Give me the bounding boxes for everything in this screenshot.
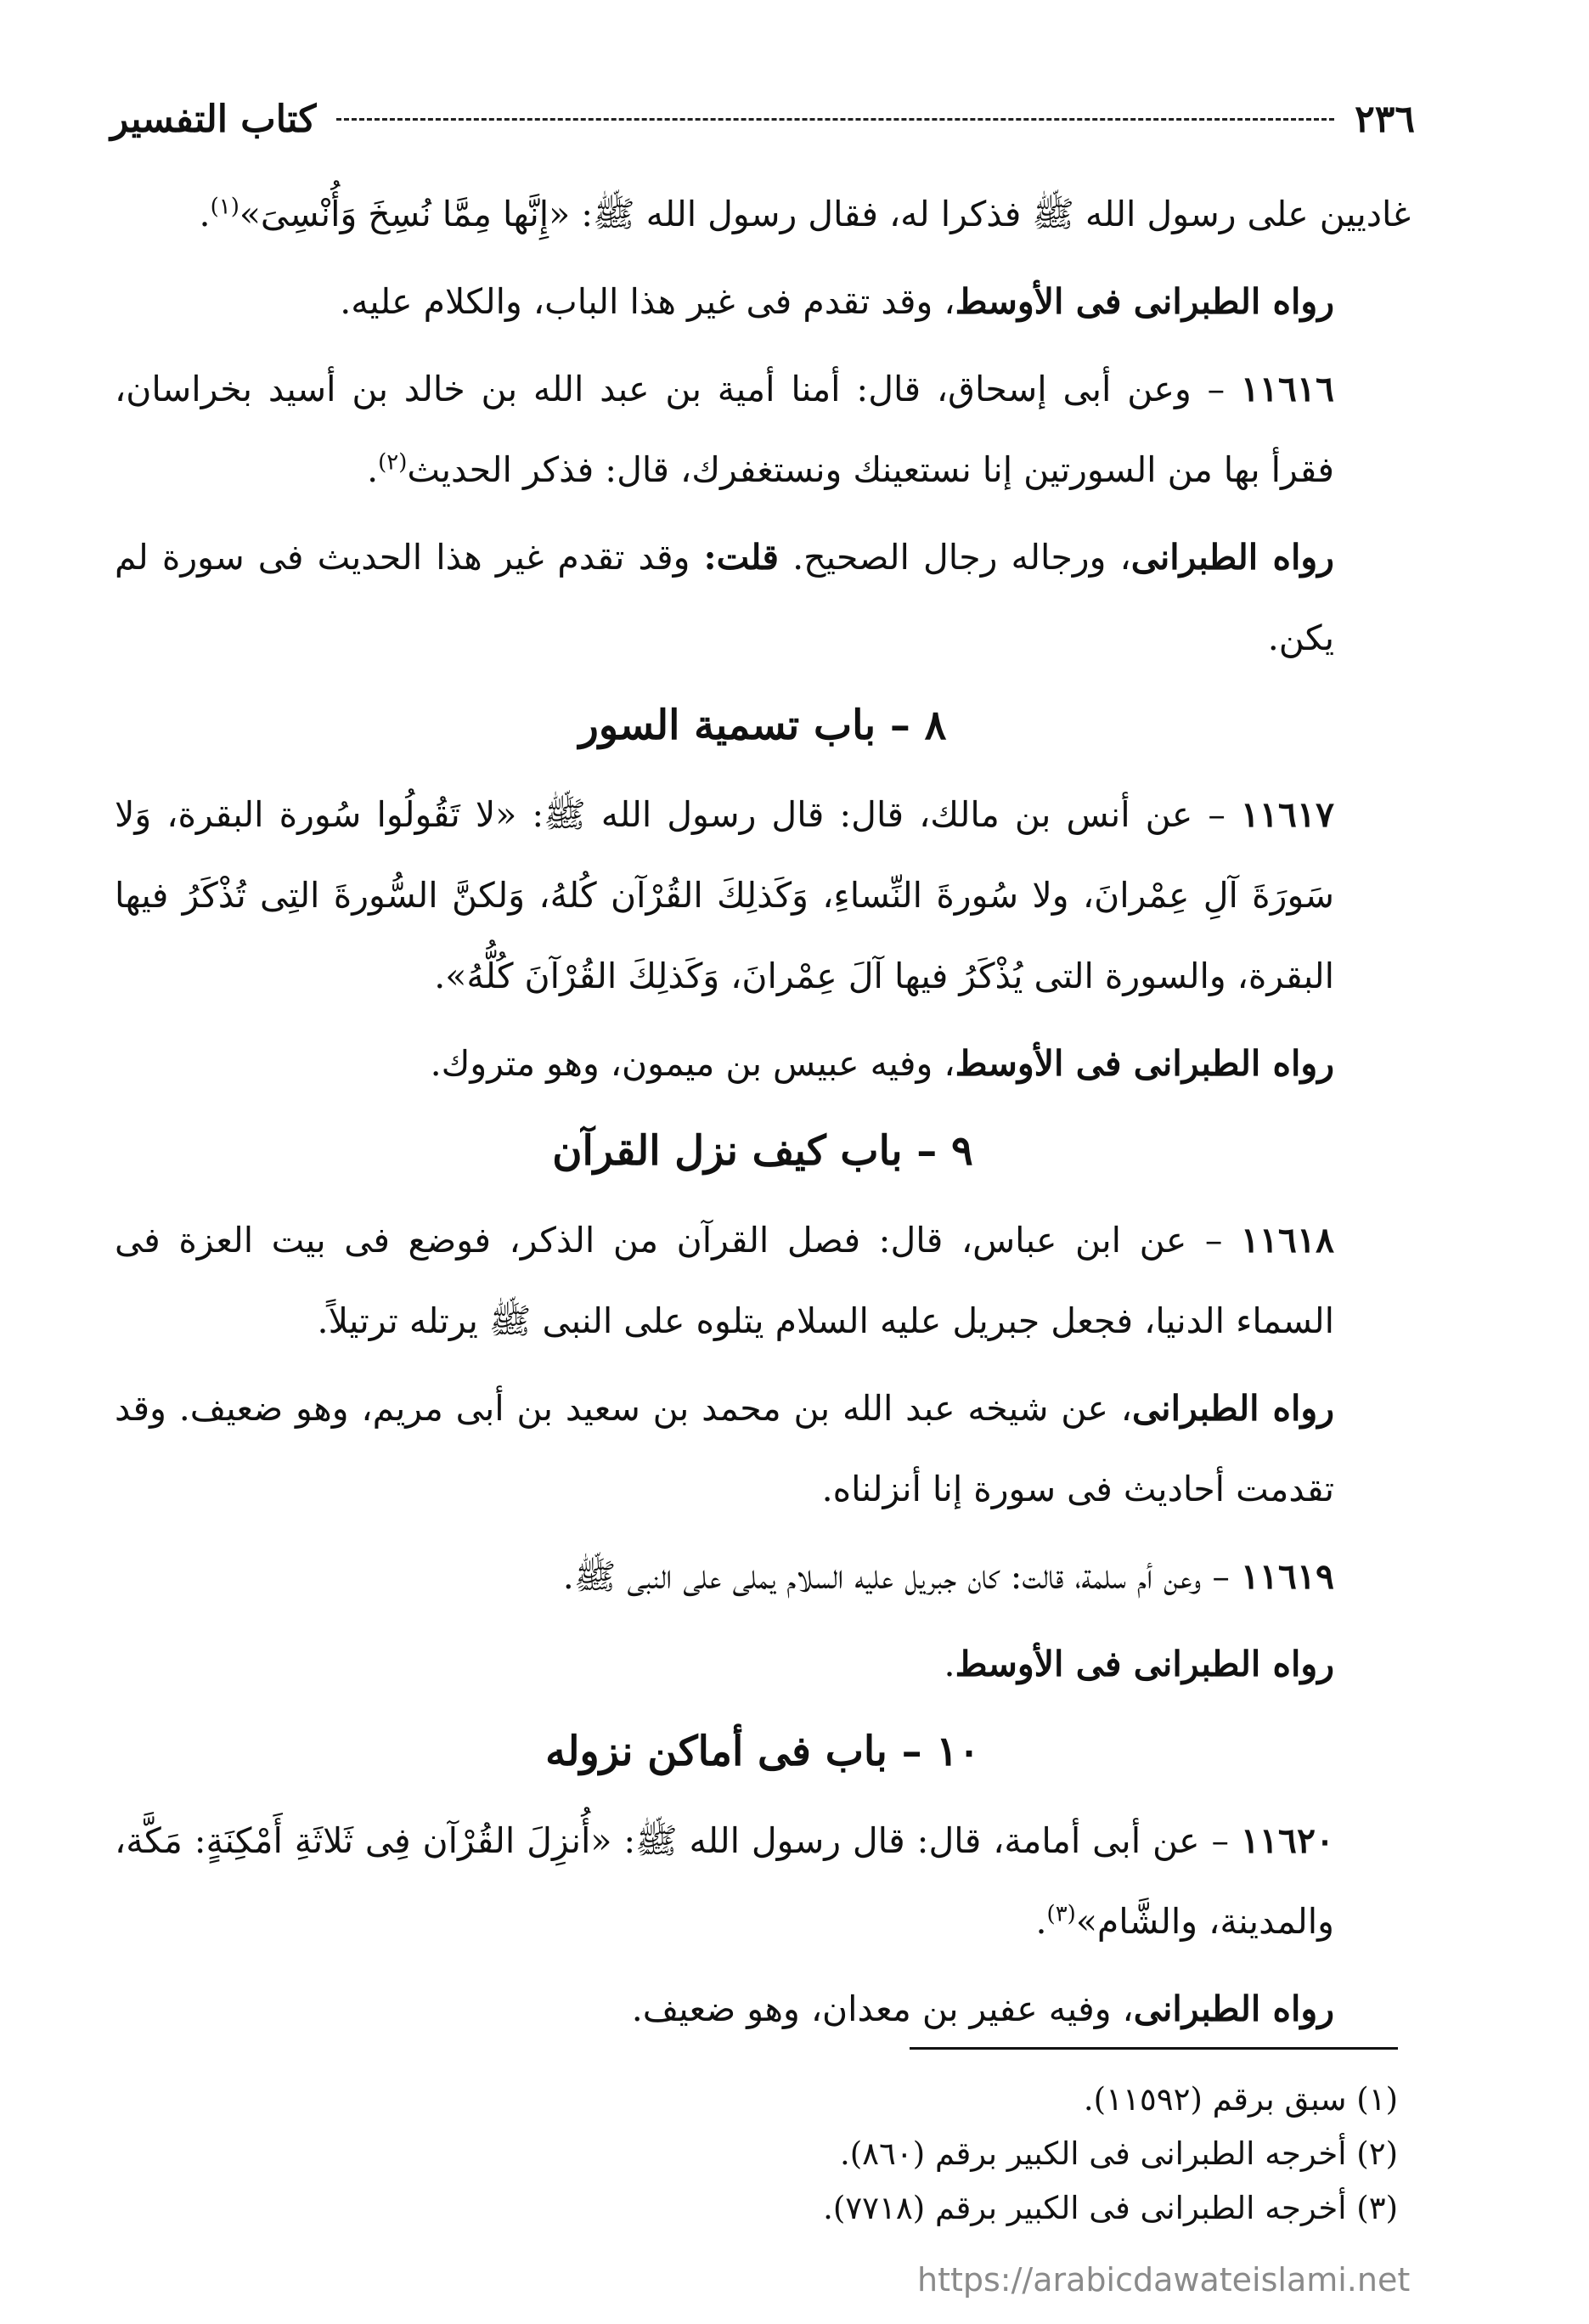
source-citation: رواه الطبرانى [1132, 1388, 1334, 1429]
footnote-1: (١) سبق برقم (١١٥٩٢). [1083, 2081, 1398, 2118]
footnote-ref-1: (١) [210, 194, 239, 220]
main-text [115, 174, 1411, 2056]
header-dashed-rule [336, 118, 1334, 121]
hadith-text: – عن أنس بن مالك، قال: قال رسول الله ﷺ: «لا تَقُولُوا سُورة البقرة، وَلا سَورَةَ آلِ عِمْرانَ، ولا سُورةَ النِّساءِ، وَكَذلِكَ القُرْآن كُلهُ، وَلكنَّ السُّورةَ التِى تُذْكَرُ فيها البقرة، والسورة التى يُذْكَرُ فيها آلَ عِمْرانَ، وَكَذلِكَ القُرْآنَ كُلُّهُ». [115, 794, 1334, 996]
qult-label: قلت: [703, 537, 780, 578]
source-citation: رواه الطبرانى [1130, 537, 1334, 578]
paragraph-continuation: غاديين على رسول الله ﷺ فذكرا له، فقال رسول الله ﷺ: «إِنَّها مِمَّا نُسِخَ وَأُنْسِىَ»$^{(١)}$. [199, 194, 1411, 234]
chapter-heading-9: ٩ – باب كيف نزل القرآن [552, 1127, 973, 1175]
hadith-11618 [115, 1200, 1411, 1362]
hadith-11616: ١١٦١٦ – وعن أبى إسحاق، قال: أمنا أمية بن عبد الله بن خالد بن أسيد بخراسان، فقرأ بها من السورتين إنا نستعينك ونستغفرك، قال: فذكر الحديث$^{(٢)}$. [115, 369, 1334, 490]
hadith-11617 [115, 775, 1411, 1017]
hadith-text: – عن أبى أمامة، قال: قال رسول الله ﷺ: «أُنزِلَ القُرْآن فِى ثَلاثَةِ أَمْكِنَةٍ: مَكَّة، والمدينة، والشَّام» [115, 1820, 1334, 1942]
page-header [110, 93, 1415, 144]
footnote-3: (٣) أخرجه الطبرانى فى الكبير برقم (٧٧١٨). [823, 2190, 1398, 2226]
paragraph-source [115, 1024, 1411, 1104]
hadith-text: – وعن أبى إسحاق، قال: أمنا أمية بن عبد الله بن خالد بن أسيد بخراسان، فقرأ بها من السورتين إنا نستعينك ونستغفرك، قال: فذكر الحديث [115, 369, 1334, 490]
paragraph-source [115, 1368, 1411, 1530]
paragraph-source [115, 262, 1411, 342]
hadith-11620: ١١٦٢٠ – عن أبى أمامة، قال: قال رسول الله ﷺ: «أُنزِلَ القُرْآن فِى ثَلاثَةِ أَمْكِنَةٍ: مَكَّة، والمدينة، والشَّام»$^{(٣)}$. [115, 1820, 1334, 1942]
hadith-text: – وعن أم سلمة، قالت: كان جبريل عليه السلام يملى على النبى ﷺ. [562, 1556, 1241, 1597]
page-number: ٢٣٦ [1355, 97, 1415, 141]
chapter-heading-10: ١٠ – باب فى أماكن نزوله [545, 1728, 980, 1775]
paragraph-text: غاديين على رسول الله ﷺ فذكرا له، فقال رسول الله ﷺ: «إِنَّها مِمَّا نُسِخَ وَأُنْسِىَ» [239, 194, 1411, 234]
footnote-2: (٢) أخرجه الطبرانى فى الكبير برقم (٨٦٠). [839, 2135, 1398, 2172]
source-note: ، وقد تقدم فى غير هذا الباب، والكلام عليه. [340, 281, 955, 322]
source-citation: رواه الطبرانى فى الأوسط [955, 1043, 1334, 1084]
footnote-ref-3: (٣) [1046, 1901, 1076, 1927]
source-note: ، عن شيخه عبد الله بن محمد بن سعيد بن أبى مريم، وهو ضعيف. وقد تقدمت أحاديث فى سورة إنا أنزلناه. [115, 1388, 1334, 1509]
hadith-number: ١١٦١٦ [1240, 369, 1334, 409]
hadith-11619 [115, 1537, 1411, 1617]
source-citation: رواه الطبرانى فى الأوسط [955, 281, 1334, 322]
hadith-number: ١١٦٢٠ [1240, 1820, 1334, 1861]
chapter-heading-8: ٨ – باب تسمية السور [578, 702, 947, 749]
paragraph-source [115, 1624, 1411, 1705]
hadith-number: ١١٦١٩ [1240, 1556, 1334, 1597]
book-title: كتاب التفسير [110, 97, 317, 141]
footnote-separator [910, 2047, 1398, 2050]
paragraph-source [115, 517, 1411, 679]
source-note: ، وفيه عبيس بن ميمون، وهو متروك. [430, 1043, 955, 1084]
hadith-number: ١١٦١٧ [1240, 794, 1334, 835]
source-note: وقد تقدم غير هذا الحديث فى سورة لم يكن. [115, 537, 1334, 658]
footnotes [379, 2073, 1398, 2236]
source-citation: رواه الطبرانى فى الأوسط [955, 1644, 1334, 1684]
footnote-ref-2: (٢) [378, 449, 408, 476]
source-citation: رواه الطبرانى [1133, 1988, 1334, 2029]
source-note: . [944, 1644, 955, 1684]
source-note: ، ورجاله رجال الصحيح. [779, 537, 1131, 578]
source-note: ، وفيه عفير بن معدان، وهو ضعيف. [631, 1988, 1134, 2029]
hadith-number: ١١٦١٨ [1240, 1220, 1334, 1261]
hadith-text: – عن ابن عباس، قال: فصل القرآن من الذكر، فوضع فى بيت العزة فى السماء الدنيا، فجعل جبريل عليه السلام يتلوه على النبى ﷺ يرتله ترتيلاً. [115, 1220, 1334, 1341]
paragraph-source [115, 1969, 1411, 2050]
watermark-url: https://arabicdawateislami.net [917, 2261, 1411, 2299]
